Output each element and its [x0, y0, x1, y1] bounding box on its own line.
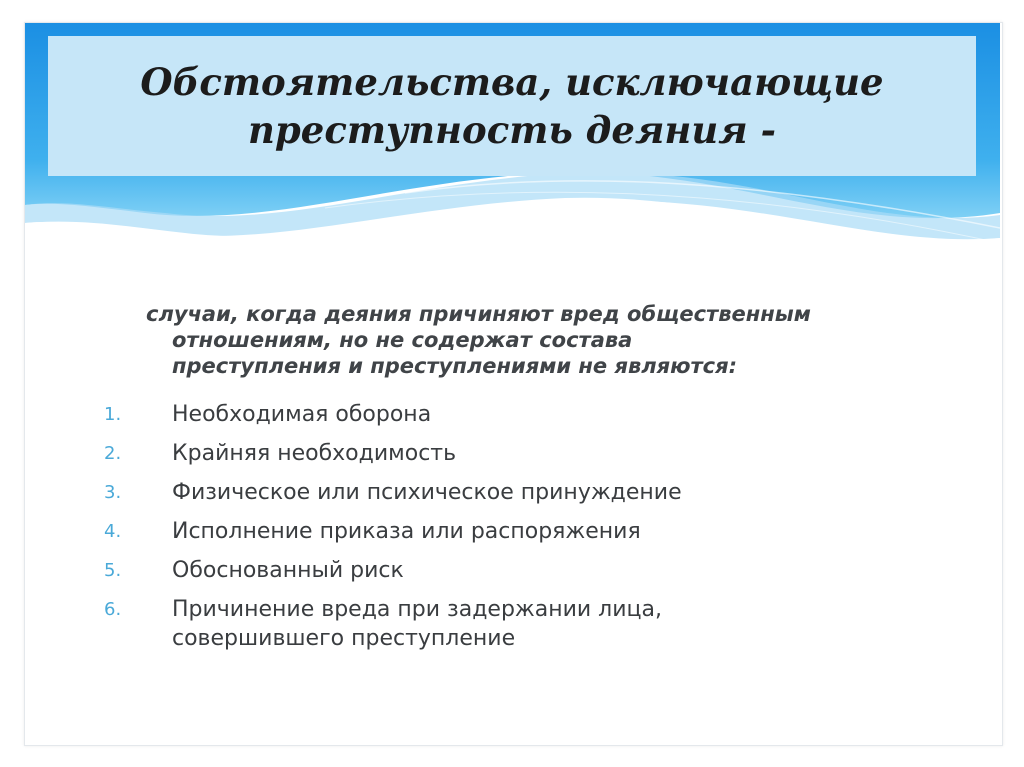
- list-item-text: Физическое или психическое принуждение: [172, 480, 682, 505]
- title-line-2: преступность деяния -: [248, 108, 776, 152]
- list-item-number: 1.: [104, 404, 122, 425]
- circumstances-list: [104, 400, 964, 663]
- list-item-number: 2.: [104, 443, 122, 464]
- list-item-text: Обоснованный риск: [172, 558, 404, 583]
- intro-text: [146, 301, 916, 379]
- list-item-text-line-1: Причинение вреда при задержании лица,: [172, 597, 662, 622]
- list-item: [104, 517, 964, 546]
- intro-line-1: случаи, когда деяния причиняют вред общественным: [146, 302, 811, 326]
- list-item: [104, 439, 964, 468]
- title-line-1: Обстоятельства, исключающие: [140, 59, 884, 104]
- list-item-text: Необходимая оборона: [172, 402, 432, 427]
- slide-title: [140, 58, 883, 154]
- intro-line-2: отношениям, но не содержат состава: [172, 328, 633, 352]
- list-item-number: 5.: [104, 560, 122, 581]
- list-item: [104, 556, 964, 585]
- list-item-number: 4.: [104, 521, 122, 542]
- intro-line-3: преступления и преступлениями не являются:: [172, 354, 738, 378]
- list-item-text: Исполнение приказа или распоряжения: [172, 519, 641, 544]
- list-item: [104, 400, 964, 429]
- title-box: [48, 36, 976, 176]
- list-item-text: [172, 595, 964, 653]
- list-item-text-line-2: совершившего преступление: [172, 626, 516, 651]
- list-item-text: Крайняя необходимость: [172, 441, 457, 466]
- list-item: [104, 595, 964, 653]
- list-item: [104, 478, 964, 507]
- list-item-number: 6.: [104, 599, 122, 620]
- list-item-number: 3.: [104, 482, 122, 503]
